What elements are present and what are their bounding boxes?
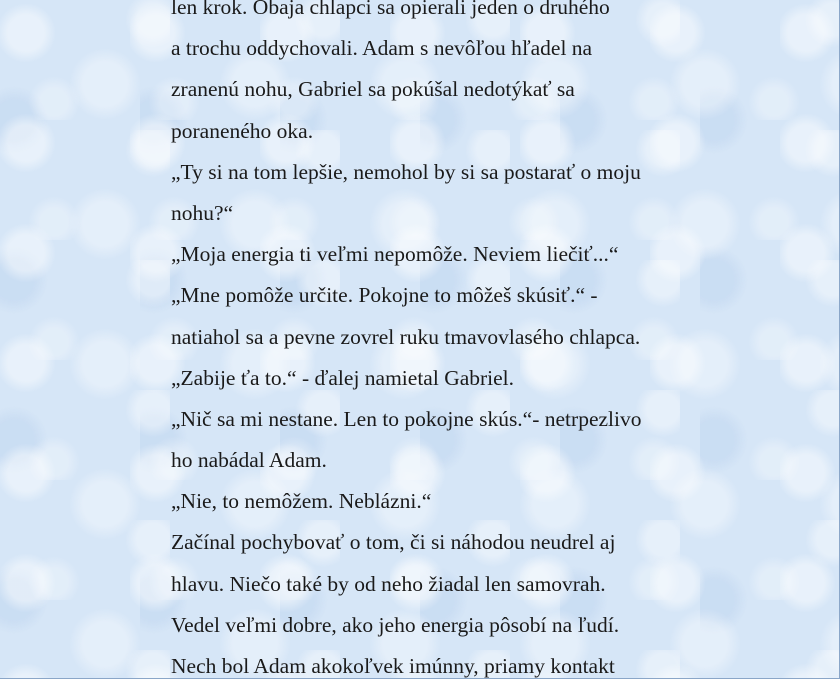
text-line: „Zabije ťa to.“ - ďalej namietal Gabriel. <box>171 365 515 390</box>
text-line: „Mne pomôže určite. Pokojne to môžeš skúsiť.“ - <box>171 283 598 308</box>
text-line: „Nie, to nemôžem. Neblázni.“ <box>171 489 432 514</box>
text-line: Nech bol Adam akokoľvek imúnny, priamy kontakt <box>171 654 615 678</box>
text-line: „Nič sa mi nestane. Len to pokojne skús.“- netrpezlivo <box>171 406 642 431</box>
text-line: hlavu. Niečo také by od neho žiadal len samovrah. <box>171 571 606 596</box>
text-line: Vedel veľmi dobre, ako jeho energia pôsobí na ľudí. <box>171 612 620 637</box>
text-line: ho nabádal Adam. <box>171 448 327 473</box>
text-line: len krok. Obaja chlapci sa opierali jeden o druhého <box>171 0 610 19</box>
text-line: nohu?“ <box>171 200 234 225</box>
text-line: „Moja energia ti veľmi nepomôže. Neviem liečiť...“ <box>171 242 619 267</box>
text-line: a trochu oddychovali. Adam s nevôľou hľadel na <box>171 36 593 61</box>
text-line: „Ty si na tom lepšie, nemohol by si sa postarať o moju <box>171 159 641 184</box>
text-line: poraneného oka. <box>171 118 314 143</box>
text-line: Začínal pochybovať o tom, či si náhodou neudrel aj <box>171 530 616 555</box>
text-line: natiahol sa a pevne zovrel ruku tmavovlasého chlapca. <box>171 324 641 349</box>
document-body <box>171 0 731 679</box>
text-line: zranenú nohu, Gabriel sa pokúšal nedotýkať sa <box>171 77 575 102</box>
